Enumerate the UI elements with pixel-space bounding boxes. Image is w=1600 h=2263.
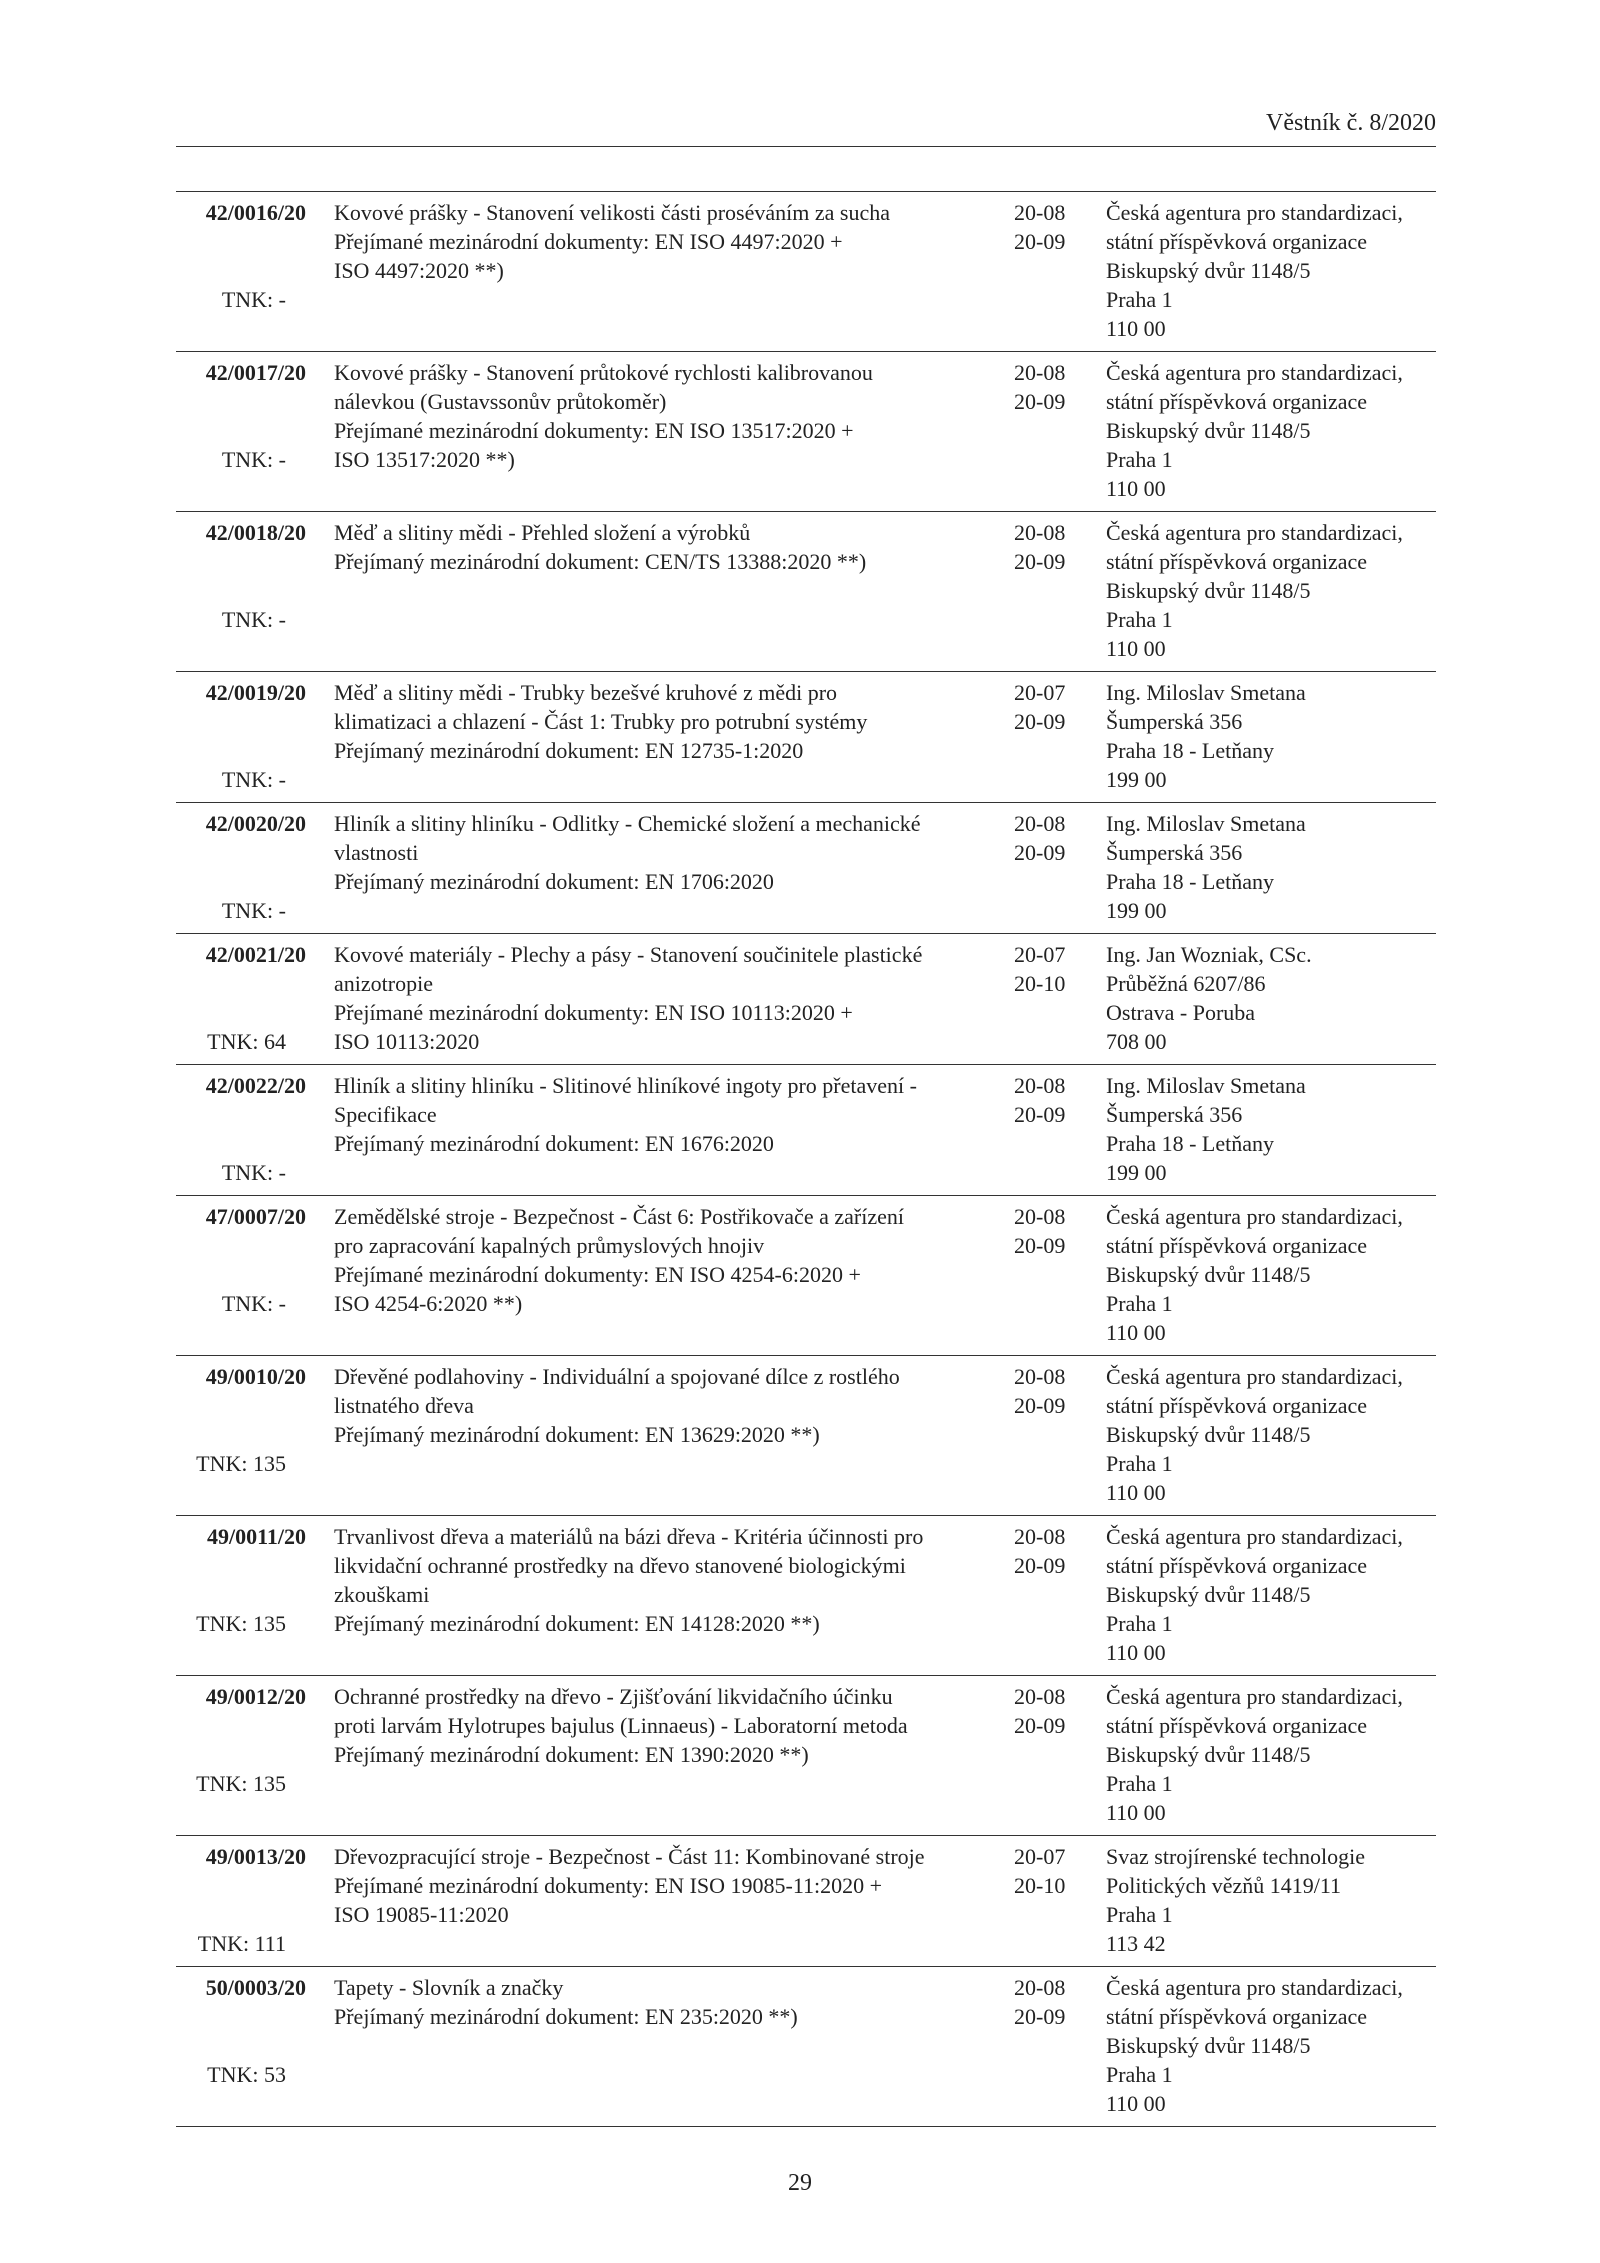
entry-address-line: 708 00 — [1106, 1029, 1167, 1054]
entry-dates-line: 20-10 — [1014, 1873, 1066, 1898]
entry-description — [334, 809, 994, 896]
entry-address-line: státní příspěvková organizace — [1106, 2004, 1368, 2029]
entry-description-line: Měď a slitiny mědi - Trubky bezešvé kruhové z mědi pro — [334, 680, 838, 705]
entry-address-line: státní příspěvková organizace — [1106, 229, 1368, 254]
entry-dates — [1014, 678, 1084, 736]
standard-entry — [176, 1676, 1436, 1836]
entry-dates-line: 20-09 — [1014, 1713, 1066, 1738]
entry-address-line: 110 00 — [1106, 1480, 1166, 1505]
entry-address-line: Praha 1 — [1106, 1451, 1173, 1476]
entry-tnk: TNK: 135 — [196, 1611, 286, 1636]
entry-address-line: Svaz strojírenské technologie — [1106, 1844, 1366, 1869]
entry-dates-line: 20-09 — [1014, 709, 1066, 734]
standard-entry — [176, 934, 1436, 1065]
entry-dates — [1014, 198, 1084, 256]
entry-address-line: 199 00 — [1106, 898, 1167, 923]
entry-address-line: Biskupský dvůr 1148/5 — [1106, 1582, 1311, 1607]
entry-address — [1106, 518, 1446, 663]
entry-address-line: Politických vězňů 1419/11 — [1106, 1873, 1342, 1898]
entry-description-line: Přejímané mezinárodní dokumenty: EN ISO 4254-6:2020 + — [334, 1262, 861, 1287]
entry-address-line: 110 00 — [1106, 316, 1166, 341]
entry-dates-line: 20-08 — [1014, 1524, 1066, 1549]
entry-dates-line: 20-08 — [1014, 1684, 1066, 1709]
entry-description-line: Ochranné prostředky na dřevo - Zjišťování likvidačního účinku — [334, 1684, 893, 1709]
entry-description-line: Přejímaný mezinárodní dokument: EN 14128:2020 **) — [334, 1611, 820, 1636]
entry-description-line: ISO 13517:2020 **) — [334, 447, 515, 472]
entry-description-line: Měď a slitiny mědi - Přehled složení a výrobků — [334, 520, 751, 545]
entry-dates — [1014, 1522, 1084, 1580]
entry-address-line: Šumperská 356 — [1106, 840, 1243, 865]
entry-number: 42/0018/20 — [205, 520, 306, 545]
entry-dates — [1014, 1973, 1084, 2031]
entry-description-line: Kovové prášky - Stanovení velikosti části proséváním za sucha — [334, 200, 890, 225]
standard-entry — [176, 803, 1436, 934]
entry-dates — [1014, 518, 1084, 576]
entry-dates-line: 20-09 — [1014, 549, 1066, 574]
page-number: 29 — [788, 2170, 812, 2196]
entry-description-line: zkouškami — [334, 1582, 430, 1607]
entry-description-line: vlastnosti — [334, 840, 419, 865]
entry-description-line: ISO 10113:2020 — [334, 1029, 480, 1054]
entry-description-line: ISO 19085-11:2020 — [334, 1902, 509, 1927]
entry-dates — [1014, 940, 1084, 998]
entry-dates-line: 20-09 — [1014, 229, 1066, 254]
entry-address-line: Biskupský dvůr 1148/5 — [1106, 258, 1311, 283]
entry-number: 42/0020/20 — [205, 811, 306, 836]
entry-address-line: Ing. Miloslav Smetana — [1106, 811, 1306, 836]
entry-address-line: státní příspěvková organizace — [1106, 1713, 1368, 1738]
entry-dates-line: 20-09 — [1014, 2004, 1066, 2029]
entry-dates-line: 20-08 — [1014, 811, 1066, 836]
entry-tnk: TNK: - — [221, 1160, 286, 1185]
entry-address-line: Praha 1 — [1106, 1902, 1173, 1927]
entry-address-line: 110 00 — [1106, 636, 1166, 661]
entry-address-line: Česká agentura pro standardizaci, — [1106, 520, 1403, 545]
entry-description-line: ISO 4497:2020 **) — [334, 258, 504, 283]
standard-entry — [176, 1967, 1436, 2127]
entry-number: 42/0016/20 — [205, 200, 306, 225]
entry-dates-line: 20-09 — [1014, 840, 1066, 865]
entry-address-line: Biskupský dvůr 1148/5 — [1106, 578, 1311, 603]
entry-description-line: Přejímaný mezinárodní dokument: EN 1390:2020 **) — [334, 1742, 809, 1767]
standard-entry — [176, 1836, 1436, 1967]
entry-description-line: Dřevozpracující stroje - Bezpečnost - Část 11: Kombinované stroje — [334, 1844, 925, 1869]
entry-dates-line: 20-08 — [1014, 200, 1066, 225]
entry-address-line: státní příspěvková organizace — [1106, 389, 1368, 414]
entry-address-line: Česká agentura pro standardizaci, — [1106, 360, 1403, 385]
entry-dates-line: 20-10 — [1014, 971, 1066, 996]
entry-dates — [1014, 1842, 1084, 1900]
entry-description — [334, 1202, 994, 1318]
entry-address-line: Praha 1 — [1106, 607, 1173, 632]
entry-address-line: Praha 18 - Letňany — [1106, 738, 1274, 763]
entry-number: 42/0022/20 — [205, 1073, 306, 1098]
entry-address-line: 199 00 — [1106, 1160, 1167, 1185]
entry-dates-line: 20-09 — [1014, 1553, 1066, 1578]
entry-description-line: Přejímaný mezinárodní dokument: EN 12735-1:2020 — [334, 738, 804, 763]
entry-address — [1106, 1362, 1446, 1507]
entry-description-line: pro zapracování kapalných průmyslových hnojiv — [334, 1233, 765, 1258]
entry-address — [1106, 198, 1446, 343]
entry-address-line: 110 00 — [1106, 1800, 1166, 1825]
entry-address-line: Česká agentura pro standardizaci, — [1106, 1524, 1403, 1549]
entry-tnk: TNK: 64 — [207, 1029, 286, 1054]
entry-address — [1106, 358, 1446, 503]
entry-description-line: Přejímaný mezinárodní dokument: EN 235:2020 **) — [334, 2004, 798, 2029]
standard-entry — [176, 1065, 1436, 1196]
entry-address — [1106, 1842, 1446, 1958]
entry-dates — [1014, 1071, 1084, 1129]
entry-address-line: Praha 1 — [1106, 1611, 1173, 1636]
entry-address — [1106, 1071, 1446, 1187]
entry-address-line: 110 00 — [1106, 1320, 1166, 1345]
entry-address-line: Česká agentura pro standardizaci, — [1106, 1204, 1403, 1229]
entry-dates-line: 20-07 — [1014, 680, 1066, 705]
entry-dates-line: 20-09 — [1014, 1233, 1066, 1258]
entry-address-line: Praha 1 — [1106, 447, 1173, 472]
entry-description-line: klimatizaci a chlazení - Část 1: Trubky pro potrubní systémy — [334, 709, 868, 734]
standard-entry — [176, 672, 1436, 803]
standard-entry — [176, 512, 1436, 672]
entry-tnk: TNK: - — [221, 447, 286, 472]
entry-dates-line: 20-07 — [1014, 1844, 1066, 1869]
entry-description-line: Hliník a slitiny hliníku - Odlitky - Chemické složení a mechanické — [334, 811, 921, 836]
entry-address-line: Ing. Miloslav Smetana — [1106, 680, 1306, 705]
entry-number: 50/0003/20 — [205, 1975, 306, 2000]
entry-description — [334, 1522, 994, 1638]
entry-dates-line: 20-08 — [1014, 1073, 1066, 1098]
standard-entry — [176, 1516, 1436, 1676]
entry-tnk: TNK: - — [221, 1291, 286, 1316]
entry-address-line: Ing. Jan Wozniak, CSc. — [1106, 942, 1312, 967]
entry-number: 42/0017/20 — [205, 360, 306, 385]
entry-number: 49/0010/20 — [205, 1364, 306, 1389]
entry-address-line: Česká agentura pro standardizaci, — [1106, 200, 1403, 225]
entry-dates-line: 20-07 — [1014, 942, 1066, 967]
entry-address-line: Praha 1 — [1106, 2062, 1173, 2087]
entry-tnk: TNK: 111 — [197, 1931, 286, 1956]
entry-tnk: TNK: 135 — [196, 1771, 286, 1796]
entry-tnk: TNK: - — [221, 607, 286, 632]
entry-address-line: 199 00 — [1106, 767, 1167, 792]
entry-description-line: ISO 4254-6:2020 **) — [334, 1291, 523, 1316]
entry-number: 49/0011/20 — [206, 1524, 306, 1549]
entry-description-line: Přejímané mezinárodní dokumenty: EN ISO 19085-11:2020 + — [334, 1873, 883, 1898]
entry-dates-line: 20-09 — [1014, 389, 1066, 414]
entry-description-line: Specifikace — [334, 1102, 437, 1127]
entry-description — [334, 678, 994, 765]
entry-number: 47/0007/20 — [205, 1204, 306, 1229]
entry-number: 49/0012/20 — [205, 1684, 306, 1709]
entry-description-line: Přejímané mezinárodní dokumenty: EN ISO 10113:2020 + — [334, 1000, 853, 1025]
entry-address-line: státní příspěvková organizace — [1106, 549, 1368, 574]
entry-address — [1106, 1973, 1446, 2118]
entry-address-line: Biskupský dvůr 1148/5 — [1106, 1262, 1311, 1287]
entry-description-line: Přejímaný mezinárodní dokument: EN 13629:2020 **) — [334, 1422, 820, 1447]
entry-description-line: listnatého dřeva — [334, 1393, 474, 1418]
entry-description-line: Přejímaný mezinárodní dokument: CEN/TS 13388:2020 **) — [334, 549, 867, 574]
entry-dates-line: 20-08 — [1014, 1364, 1066, 1389]
entry-address-line: Šumperská 356 — [1106, 1102, 1243, 1127]
entry-tnk: TNK: - — [221, 898, 286, 923]
entry-number: 42/0021/20 — [205, 942, 306, 967]
entry-description — [334, 198, 994, 285]
entry-address-line: Praha 18 - Letňany — [1106, 1131, 1274, 1156]
entry-description-line: Kovové prášky - Stanovení průtokové rychlosti kalibrovanou — [334, 360, 873, 385]
entry-description-line: Dřevěné podlahoviny - Individuální a spojované dílce z rostlého — [334, 1364, 900, 1389]
entry-description-line: Přejímané mezinárodní dokumenty: EN ISO 4497:2020 + — [334, 229, 843, 254]
entry-description-line: Přejímaný mezinárodní dokument: EN 1676:2020 — [334, 1131, 774, 1156]
entry-dates — [1014, 358, 1084, 416]
entry-address-line: Biskupský dvůr 1148/5 — [1106, 1742, 1311, 1767]
entry-dates — [1014, 1202, 1084, 1260]
entry-description-line: Tapety - Slovník a značky — [334, 1975, 564, 2000]
entry-description-line: Kovové materiály - Plechy a pásy - Stanovení součinitele plastické — [334, 942, 923, 967]
entry-address-line: Praha 18 - Letňany — [1106, 869, 1274, 894]
entry-description — [334, 1071, 994, 1158]
entry-address-line: Průběžná 6207/86 — [1106, 971, 1266, 996]
entry-address — [1106, 678, 1446, 794]
entry-address-line: Praha 1 — [1106, 1291, 1173, 1316]
standard-entry — [176, 192, 1436, 352]
entry-address-line: státní příspěvková organizace — [1106, 1553, 1368, 1578]
entry-address-line: Česká agentura pro standardizaci, — [1106, 1684, 1403, 1709]
entry-address — [1106, 940, 1446, 1056]
entry-address-line: Ostrava - Poruba — [1106, 1000, 1256, 1025]
entry-address-line: Šumperská 356 — [1106, 709, 1243, 734]
entry-number: 42/0019/20 — [205, 680, 306, 705]
entry-address — [1106, 1202, 1446, 1347]
entry-address-line: 110 00 — [1106, 2091, 1166, 2116]
entry-dates-line: 20-08 — [1014, 360, 1066, 385]
entry-address-line: Biskupský dvůr 1148/5 — [1106, 2033, 1311, 2058]
entry-description-line: Hliník a slitiny hliníku - Slitinové hliníkové ingoty pro přetavení - — [334, 1073, 917, 1098]
entry-description — [334, 1842, 994, 1929]
entry-address-line: Biskupský dvůr 1148/5 — [1106, 1422, 1311, 1447]
header-rule — [176, 146, 1436, 147]
entry-dates — [1014, 1682, 1084, 1740]
entry-description-line: nálevkou (Gustavssonův průtokoměr) — [334, 389, 667, 414]
entry-tnk: TNK: - — [221, 767, 286, 792]
entry-address-line: 110 00 — [1106, 476, 1166, 501]
entry-address — [1106, 1522, 1446, 1667]
entry-description — [334, 518, 994, 576]
entry-address-line: Česká agentura pro standardizaci, — [1106, 1975, 1403, 2000]
entry-description — [334, 1682, 994, 1769]
entry-description-line: proti larvám Hylotrupes bajulus (Linnaeus) - Laboratorní metoda — [334, 1713, 908, 1738]
entry-description-line: Přejímané mezinárodní dokumenty: EN ISO 13517:2020 + — [334, 418, 854, 443]
entry-address-line: Česká agentura pro standardizaci, — [1106, 1364, 1403, 1389]
standards-list — [176, 191, 1436, 2127]
standard-entry — [176, 1356, 1436, 1516]
entry-address — [1106, 1682, 1446, 1827]
entry-description-line: Zemědělské stroje - Bezpečnost - Část 6: Postřikovače a zařízení — [334, 1204, 904, 1229]
entry-tnk: TNK: 135 — [196, 1451, 286, 1476]
entry-dates-line: 20-09 — [1014, 1393, 1066, 1418]
entry-description-line: anizotropie — [334, 971, 433, 996]
entry-description — [334, 358, 994, 474]
entry-description-line: Trvanlivost dřeva a materiálů na bázi dřeva - Kritéria účinnosti pro — [334, 1524, 924, 1549]
entry-number: 49/0013/20 — [205, 1844, 306, 1869]
entry-address — [1106, 809, 1446, 925]
page-header: Věstník č. 8/2020 — [1266, 110, 1436, 136]
entry-address-line: Praha 1 — [1106, 287, 1173, 312]
entry-dates — [1014, 1362, 1084, 1420]
entry-dates-line: 20-09 — [1014, 1102, 1066, 1127]
entry-address-line: státní příspěvková organizace — [1106, 1233, 1368, 1258]
entry-tnk: TNK: - — [221, 287, 286, 312]
entry-dates — [1014, 809, 1084, 867]
entry-description-line: Přejímaný mezinárodní dokument: EN 1706:2020 — [334, 869, 774, 894]
entry-dates-line: 20-08 — [1014, 520, 1066, 545]
entry-address-line: Biskupský dvůr 1148/5 — [1106, 418, 1311, 443]
entry-description — [334, 1362, 994, 1449]
entry-address-line: 110 00 — [1106, 1640, 1166, 1665]
entry-address-line: Praha 1 — [1106, 1771, 1173, 1796]
entry-description — [334, 1973, 994, 2031]
entry-dates-line: 20-08 — [1014, 1975, 1066, 2000]
entry-description-line: likvidační ochranné prostředky na dřevo stanovené biologickými — [334, 1553, 906, 1578]
entry-dates-line: 20-08 — [1014, 1204, 1066, 1229]
entry-address-line: 113 42 — [1106, 1931, 1166, 1956]
standard-entry — [176, 352, 1436, 512]
entry-description — [334, 940, 994, 1056]
standard-entry — [176, 1196, 1436, 1356]
entry-tnk: TNK: 53 — [207, 2062, 286, 2087]
entry-address-line: Ing. Miloslav Smetana — [1106, 1073, 1306, 1098]
entry-address-line: státní příspěvková organizace — [1106, 1393, 1368, 1418]
